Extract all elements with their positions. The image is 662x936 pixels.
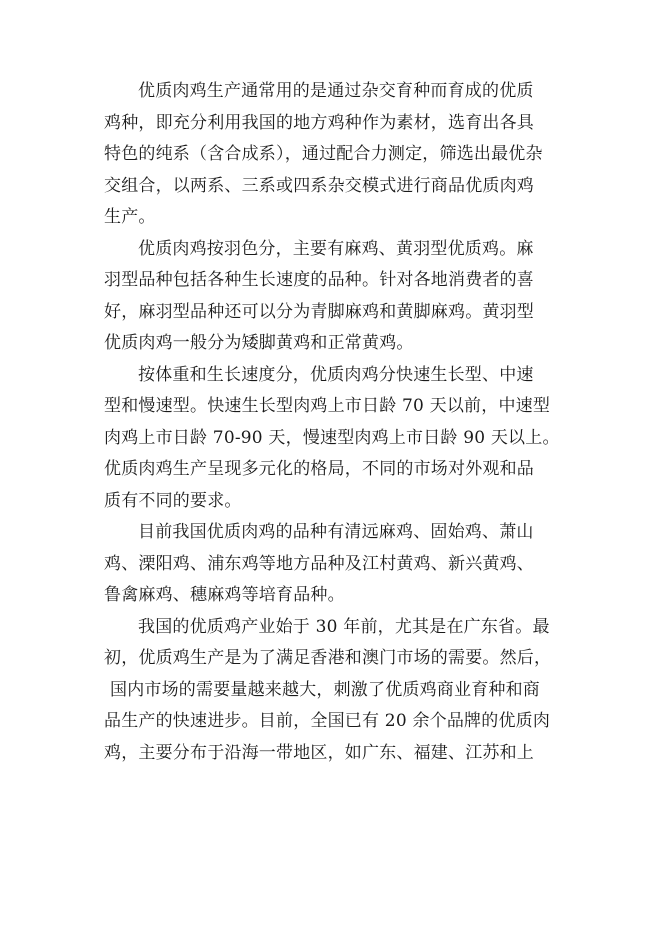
text-line: 初，优质鸡生产是为了满足香港和澳门市场的需要。然后， (104, 648, 552, 668)
text-line: 我国的优质鸡产业始于 30 年前，尤其是在广东省。最 (138, 616, 550, 637)
body-text (104, 76, 560, 769)
text-line: 鸡种，即充分利用我国的地方鸡种作为素材，选育出各具 (104, 112, 534, 133)
text-line: 羽型品种包括各种生长速度的品种。针对各地消费者的喜 (104, 270, 534, 290)
text-line: 优质肉鸡按羽色分，主要有麻鸡、黄羽型优质鸡。麻 (138, 238, 534, 259)
paragraph-3 (104, 360, 560, 518)
text-line: 鸡、溧阳鸡、浦东鸡等地方品种及江村黄鸡、新兴黄鸡、 (104, 553, 534, 574)
text-line: 交组合，以两系、三系或四系杂交模式进行商品优质肉鸡 (104, 175, 534, 196)
text-line: 优质肉鸡生产呈现多元化的格局，不同的市场对外观和品 (104, 459, 534, 479)
text-line: 目前我国优质肉鸡的品种有清远麻鸡、固始鸡、萧山 (138, 522, 534, 542)
paragraph-5 (104, 612, 552, 770)
text-line: 特色的纯系（含合成系），通过配合力测定，筛选出最优杂 (104, 144, 543, 164)
text-line: 优质肉鸡生产通常用的是通过杂交育种而育成的优质 (138, 81, 534, 101)
text-line: 鲁禽麻鸡、穗麻鸡等培育品种。 (104, 585, 345, 605)
text-line: 质有不同的要求。 (104, 490, 242, 511)
text-line: 好，麻羽型品种还可以分为青脚麻鸡和黄脚麻鸡。黄羽型 (104, 301, 534, 322)
paragraph-2 (104, 234, 548, 360)
text-line: 优质肉鸡一般分为矮脚黄鸡和正常黄鸡。 (104, 333, 414, 353)
text-line: 鸡，主要分布于沿海一带地区，如广东、福建、江苏和上 (104, 742, 534, 763)
paragraph-4 (104, 517, 548, 612)
text-line: 型和慢速型。快速生长型肉鸡上市日龄 70 天以前，中速型 (104, 396, 551, 416)
text-line: 肉鸡上市日龄 70-90 天，慢速型肉鸡上市日龄 90 天以上。 (104, 427, 560, 448)
text-line: 品生产的快速进步。目前，全国已有 20 余个品牌的优质肉 (104, 711, 551, 731)
text-line: 生产。 (104, 207, 156, 227)
text-line: 按体重和生长速度分，优质肉鸡分快速生长型、中速 (138, 364, 534, 385)
text-line: 国内市场的需要量越来越大，刺激了优质鸡商业育种和商 (110, 679, 540, 700)
paragraph-1 (104, 76, 548, 234)
